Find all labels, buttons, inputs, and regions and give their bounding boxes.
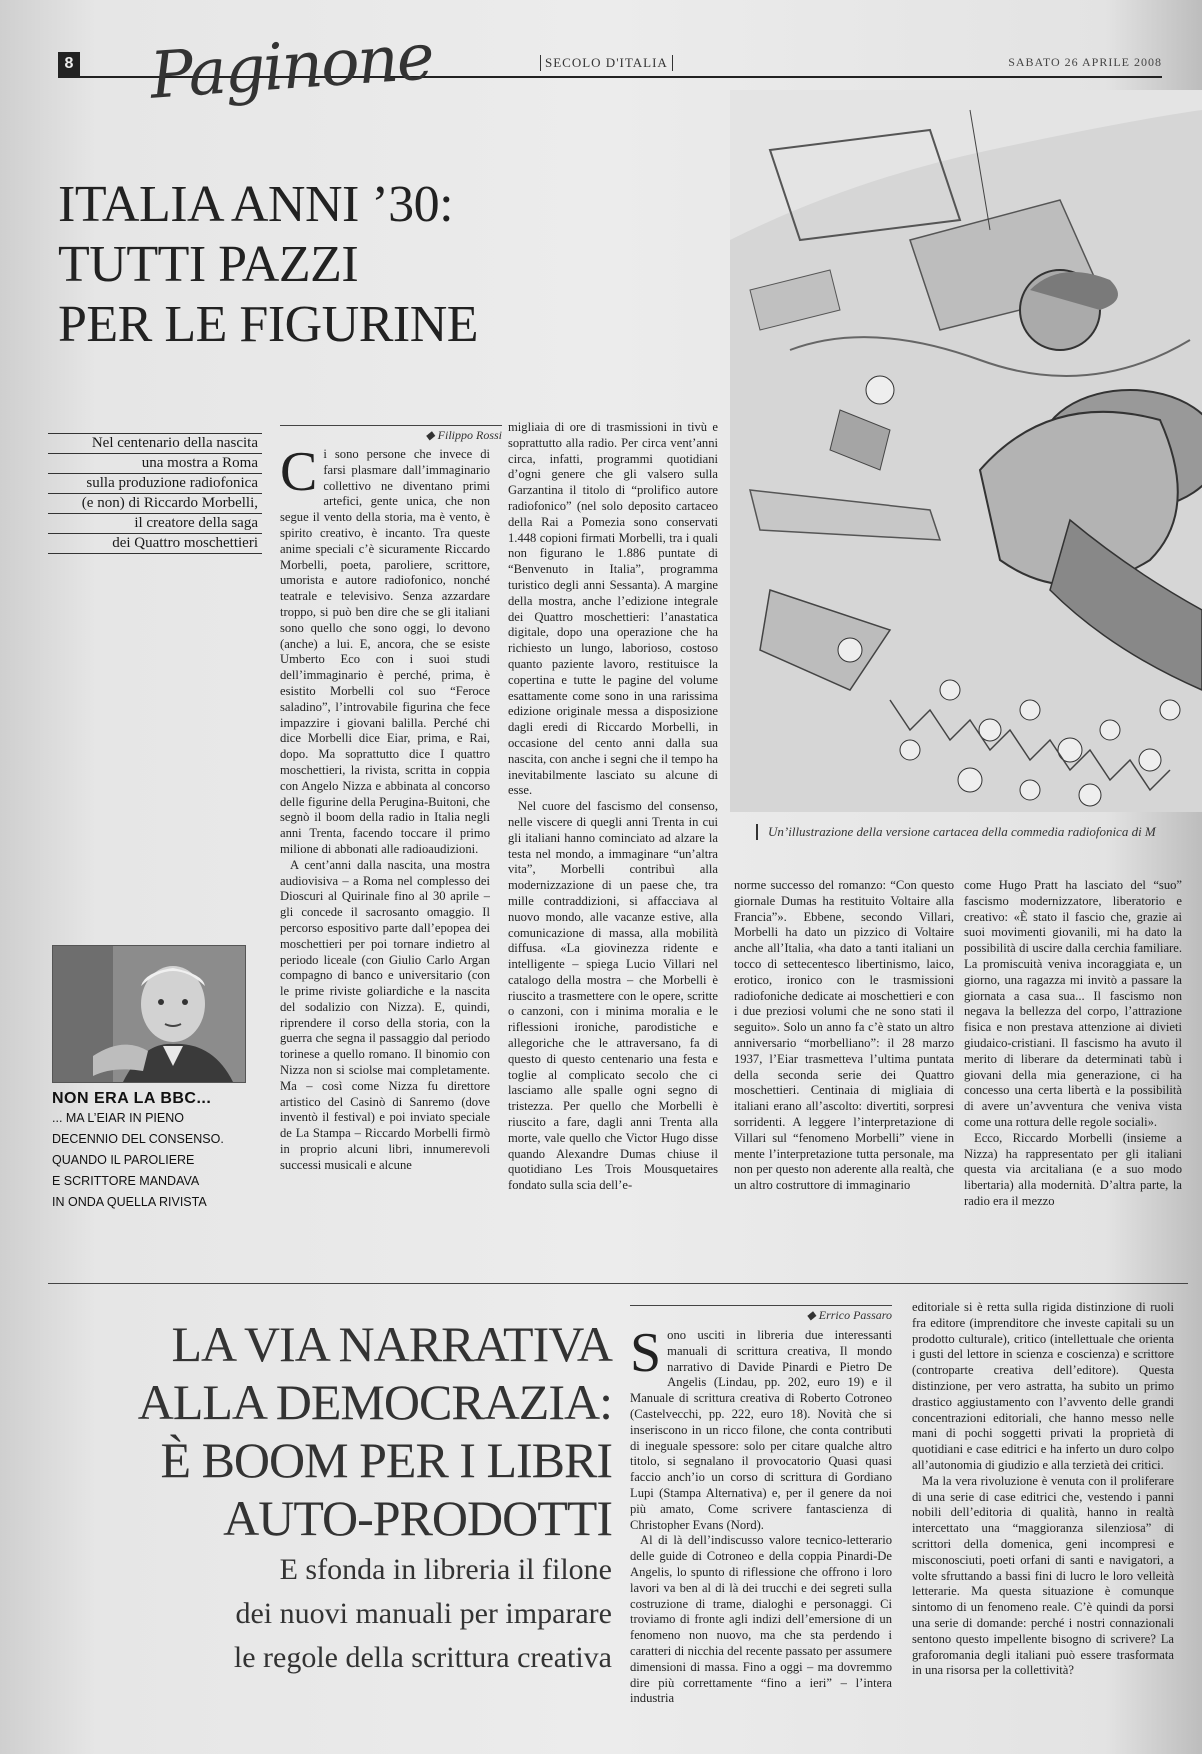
deck-line: dei Quattro moschettieri (112, 535, 258, 551)
deck-line: (e non) di Riccardo Morbelli, (48, 494, 262, 514)
paragraph: i sono persone che invece di farsi plasmare dall’immaginario collettivo ne diventano primi artefici, gente unica, che non segue il vento della storia, ma è vento, è spirito creativo, è incanto. Tra queste anime speciali c’è sicuramente Riccardo Morbelli, poeta, paroliere, scrittore, umorista e autore radiofonico, nonché teatrale e televisivo. Senza azzardare troppo, si può ben dire che se gli italiani sono quello che sono oggi, lo devono (anche) a lui. E, ancora, che se esiste Umberto Eco con i suoi studi dell’immaginario è perché, prima, è esistito Morbelli col suo “Feroce saladino”, l’introvabile figurina che fece impazzire i giovani balilla. Perché chi dice Morbelli dice Eiar, prima, e Rai, dopo. Ma soprattutto dice I quattro moschettieri, la rivista, scritta in coppia con Angelo Nizza e abbinata al concorso delle figurine della Perugina-Buitoni, che segnò il boom della radio in Italia negli anni Trenta, facendo toccare il primo milione di abbonati alle radioaudizioni. (280, 447, 490, 856)
paragraph: A cent’anni dalla nascita, una mostra audiovisiva – a Roma nel complesso dei Dioscuri al Quirinale fino al 30 aprile – gli concede il sacrosanto omaggio. Il percorso espositivo parte dall’epopea dei moschettieri per poi tornare indietro al periodo liceale (con Giulio Carlo Argan compagno di banco e universitario (con le prime riviste goliardiche e la nascita del sodalizio con Nizza). E, quindi, riprendere il corso della storia, con la guerra che segna il passaggio dal periodo torinese a quello romano. Il binomio con Nizza non si sciolse mai completamente. Ma – così come Nizza fu direttore artistico del Casinò di Sanremo (dove inventò il festival) e poi inviato speciale de La Stampa – Riccardo Morbelli firmò in proprio alcuni libri, innumerevoli successi musicali e alcune (280, 857, 490, 1172)
article1-column-1 (280, 447, 490, 1265)
deck-line: il creatore della saga (48, 514, 262, 534)
photo-caption-line: DECENNIO DEL CONSENSO. (52, 1132, 224, 1146)
headline-line: AUTO-PRODOTTI (223, 1490, 612, 1546)
byline-name: Errico Passaro (818, 1308, 892, 1322)
headline-line: TUTTI PAZZI (58, 236, 359, 293)
headline-line: PER LE FIGURINE (58, 296, 479, 353)
paragraph: editoriale si è retta sulla rigida distinzione di ruoli fra editore (imprenditore che investe capitali su un prodotto culturale), critico (intellettuale che orienta i gusti del lettore in scienza e coscienza) e scrittore (controparte creativa dell’editore). Questa distinzione, per vero astratta, ha subito un primo drastico aggiustamento con l’avvento delle grandi concentrazioni editoriali, che hanno messo nelle mani di pochi soggetti privati la proprietà di quotidiani e case editrici e ha inferto un duro colpo all’autonomia di giudizio e alla terzietà dei critici. (912, 1300, 1174, 1472)
deck-line: sulla produzione radiofonica (48, 474, 262, 494)
article1-column-3 (734, 878, 954, 1265)
photo-caption-line: IN ONDA QUELLA RIVISTA (52, 1195, 207, 1209)
headline-line: ALLA DEMOCRAZIA: (137, 1374, 612, 1430)
photo-caption-line: E SCRITTORE MANDAVA (52, 1174, 200, 1188)
photo-caption-line: ... MA L’EIAR IN PIENO (52, 1111, 184, 1125)
article2-subdeck (52, 1548, 612, 1680)
paragraph: Al di là dell’indiscusso valore tecnico-letterario delle guide di Cotroneo e della coppia Pinardi-De Angelis, lo spunto di riflessione che offrono i loro lavori va ben al di là dei trucchi e dei segreti sulla costruzione di trame, dialoghi e personaggi. Ci troviamo di fronte agli indizi dell’emersione di un fenomeno non nuovo, ma che sta perdendo i caratteri di nicchia del recente passato per assumere dimensioni di massa. Fino a oggi – ma dovremmo dire più correttamente “fino a ieri” – l’intera industria (630, 1533, 892, 1706)
comic-drawing (730, 90, 1202, 812)
portrait-drawing (53, 946, 245, 1082)
issue-date: SABATO 26 APRILE 2008 (1008, 55, 1162, 69)
article2-column-1 (630, 1328, 892, 1728)
portrait-photo (52, 945, 246, 1083)
byline-name: Filippo Rossi (437, 428, 502, 442)
article1-headline (58, 175, 718, 355)
illustration-comic (730, 90, 1202, 812)
dropcap: S (630, 1328, 662, 1384)
article2-headline (52, 1315, 612, 1547)
article2-byline: ◆ Errico Passaro (630, 1305, 892, 1323)
article1-column-2 (508, 420, 718, 1265)
paragraph: Ecco, Riccardo Morbelli (insieme a Nizza) ha rappresentato per gli italiani questa via arcitaliana (e a suo modo libertaria) alla modernità. D’altra parte, la radio era il mezzo (964, 1130, 1182, 1208)
headline-line: ITALIA ANNI ’30: (58, 176, 454, 233)
paragraph: norme successo del romanzo: “Con questo giornale Dumas ha restituito Voltaire alla Francia”». Ebbene, secondo Villari, Morbelli ha dato un pizzico di Voltaire anche all’Italia, «ha dato a tanti italiani un tocco di settecentesco libertinismo, laico, erotico, ironico con le trasmissioni radiofoniche dedicate ai moschettieri e con i due preziosi volumi che ne sono stati il seguito». Solo un anno fa c’è stato un altro anniversario “morbelliano”: il 28 marzo 1937, l’Eiar trasmetteva l’ultima puntata della seconda serie dei Quattro moschettieri. Centinaia di migliaia di italiani erano all’ascolto: divertiti, sorpresi sorridenti. A leggere l’interpretazione di Villari sul “fenomeno Morbelli” viene in mente l’interpretazione tutta personale, ma non per questo non aderente alla realtà, che un altro costruttore di immaginario (734, 878, 954, 1193)
paragraph: come Hugo Pratt ha lasciato del “suo” fascismo modernizzatore, liberatorio e creativo: «È stato il fascio che, grazie ai suoi movimenti giovanili, mi ha dato la possibilità di uscire dalla cerchia familiare. La promiscuità veniva incoraggiata e, un giorno, una ragazza mi invitò a passare la giornata a casa sua... Il fascismo non negava la bellezza del corpo, l’attrazione fisica e non prestava attenzione ai divieti giudaico-cristiani. Il fascismo ha avuto il merito di liberare da determinati tabù i giovani della mia generazione, ci ha concesso una certa libertà e la possibilità di avere un’avventura che veniva vista come una rottura delle regole sociali». (964, 878, 1182, 1129)
deck-line: Nel centenario della nascita (48, 434, 262, 454)
headline-line: LA VIA NARRATIVA (171, 1316, 612, 1372)
subdeck-line: dei nuovi manuali per imparare (235, 1597, 612, 1630)
photo-caption-line: QUANDO IL PAROLIERE (52, 1153, 195, 1167)
paragraph: Nel cuore del fascismo del consenso, nelle viscere di quegli anni Trenta in cui gli italiani hanno cominciato ad alzare la testa nel mondo, a immaginare “un’altra vita”, Morbelli contribuì alla modernizzazione di un paese che, tra mille contraddizioni, si affacciava al nuovo mondo, alle vacanze estive, alla comunicazione di massa, alla mobilità diffusa. «La giovinezza ridente e intelligente – spiega Lucio Villari nel catalogo della mostra – che Morbelli è riuscito a trasmettere con le opere, scritte o canzoni, con i minima moralia e le riflessioni ironiche, parodistiche e allegoriche che le attraversano, fa di questo di questo centenario una festa e toglie al complicato secolo che ci lasciamo alle spalle ogni segno di tristezza. Per quello che Morbelli è riuscito a fare, dagli anni Trenta alla morte, vale quello che Victor Hugo disse quando Alexandre Dumas chiuse il quotidiano Les Trois Mousquetaires fondato sulla scia dell’e- (508, 799, 718, 1193)
page-number: 8 (58, 52, 80, 76)
photo-caption-title: NON ERA LA BBC... (52, 1090, 212, 1107)
illustration-caption: Un’illustrazione della versione cartacea della commedia radiofonica di M (756, 824, 1202, 840)
subdeck-line: le regole della scrittura creativa (233, 1641, 612, 1674)
paragraph: migliaia di ore di trasmissioni in tivù e soprattutto alla radio. Per circa vent’anni circa, infatti, programmi quotidiani d’ogni genere che gli valsero sulla Garzantina il titolo di “prolifico autore radiofonico” (nel solo deposito cartaceo della Rai a Pomezia sono conservati 1.448 copioni firmati Morbelli, tra i quali non figurano le 1.886 puntate di “Benvenuto in Italia”, programma turistico degli anni Sessanta). A margine della mostra, anche l’edizione integrale dei Quattro moschettieri: l’anastatica digitale, dopo una operazione che ha richiesto un lungo, laborioso, costoso quanto paziente lavoro, restituisce la copertina e tutte le pagine del volume esattamente come sono in una rarissima edizione originale messa a disposizione dagli eredi di Riccardo Morbelli, in occasione del cento anni dalla sua nascita, con anche i segni che il tempo ha inevitabilmente lasciato su alcune di esse. (508, 420, 718, 798)
article2-column-2 (912, 1300, 1174, 1728)
photo-caption (52, 1090, 244, 1213)
subdeck-line: E sfonda in libreria il filone (279, 1553, 612, 1586)
section-title: Paginone (147, 20, 435, 114)
section-divider (48, 1283, 1188, 1284)
masthead: SECOLO D'ITALIA (540, 55, 673, 71)
article1-byline: ◆ Filippo Rossi (280, 425, 502, 443)
deck-line: una mostra a Roma (48, 454, 262, 474)
article1-column-4 (964, 878, 1182, 1265)
headline-line: È BOOM PER I LIBRI (160, 1432, 612, 1488)
article1-deck (48, 433, 262, 554)
paragraph: ono usciti in libreria due interessanti manuali di scrittura creativa, Il mondo narrativo di Davide Pinardi e Pietro De Angelis (Lindau, pp. 202, euro 19) e il Manuale di scrittura creativa di Roberto Cotroneo (Castelvecchi, pp. 222, euro 18). Novità che si inseriscono in un ricco filone, che conta contributi di ineguale spessore: solo per citare qualche altro titolo, si segnalano il provocatorio Quasi quasi faccio anch’io un corso di scrittura di Gordiano Lupi (Stampa Alternativa) e, per il genere da noi più amato, Come scrivere fantascienza di Christopher Evans (Nord). (630, 1328, 892, 1532)
dropcap: C (280, 447, 318, 503)
paragraph: Ma la vera rivoluzione è venuta con il proliferare di una serie di case editrici che, vestendo i panni nobili dell’editoria di qualità, hanno in realtà intercettato una “maggioranza silenziosa” di scrittori della domenica, geni incompresi e misconosciuti, poeti orfani di santi e navigatori, a volte sfruttando a bassi fini di lucro le loro velleità letterarie. Ma questa situazione è comunque sintomo di un fenomeno reale. C’è quindi da porsi una serie di domande: perché i nostri connazionali sentono questo impellente bisogno di scrivere? La graforomania degli italiani può essere trasformata in una risorsa per la collettività? (912, 1473, 1174, 1678)
